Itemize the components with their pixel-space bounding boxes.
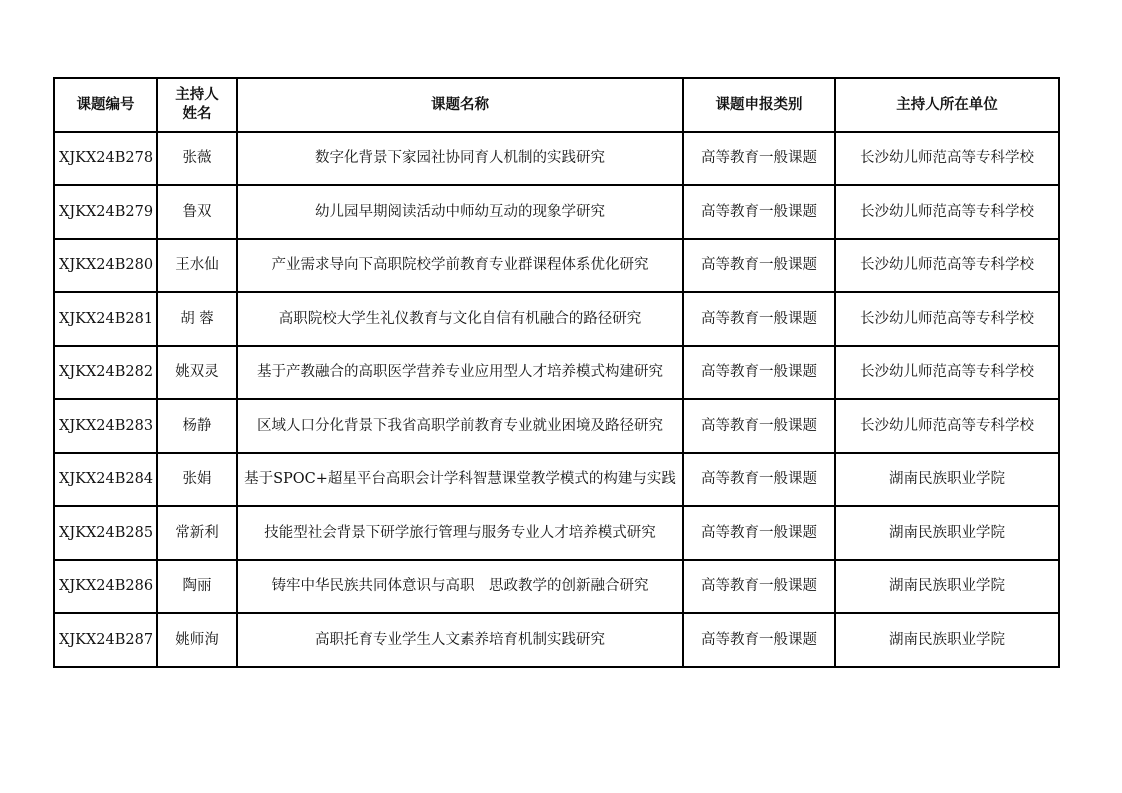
cell-project-title: 高职托育专业学生人文素养培育机制实践研究 <box>237 613 683 667</box>
cell-host-name: 王水仙 <box>157 239 237 293</box>
cell-unit: 长沙幼儿师范高等专科学校 <box>835 399 1059 453</box>
cell-project-code: XJKX24B287 <box>54 613 157 667</box>
cell-host-name: 常新利 <box>157 506 237 560</box>
cell-unit: 湖南民族职业学院 <box>835 506 1059 560</box>
cell-project-code: XJKX24B279 <box>54 185 157 239</box>
cell-host-name: 张薇 <box>157 132 237 186</box>
table-row <box>54 399 1059 453</box>
header-host-label: 主持人 姓名 <box>175 86 219 122</box>
cell-project-code: XJKX24B285 <box>54 506 157 560</box>
cell-category: 高等教育一般课题 <box>683 399 835 453</box>
cell-project-code: XJKX24B284 <box>54 453 157 507</box>
cell-category: 高等教育一般课题 <box>683 453 835 507</box>
header-unit: 主持人所在单位 <box>835 78 1059 132</box>
table-row <box>54 613 1059 667</box>
cell-project-code: XJKX24B278 <box>54 132 157 186</box>
cell-host-name: 胡 蓉 <box>157 292 237 346</box>
header-row <box>54 78 1059 132</box>
cell-host-name: 鲁双 <box>157 185 237 239</box>
cell-unit: 长沙幼儿师范高等专科学校 <box>835 292 1059 346</box>
header-host <box>157 78 237 132</box>
cell-category: 高等教育一般课题 <box>683 560 835 614</box>
cell-project-code: XJKX24B281 <box>54 292 157 346</box>
cell-category: 高等教育一般课题 <box>683 185 835 239</box>
cell-project-title: 高职院校大学生礼仪教育与文化自信有机融合的路径研究 <box>237 292 683 346</box>
table-row <box>54 292 1059 346</box>
cell-unit: 湖南民族职业学院 <box>835 560 1059 614</box>
cell-category: 高等教育一般课题 <box>683 292 835 346</box>
cell-host-name: 姚双灵 <box>157 346 237 400</box>
cell-project-title: 产业需求导向下高职院校学前教育专业群课程体系优化研究 <box>237 239 683 293</box>
cell-project-code: XJKX24B283 <box>54 399 157 453</box>
cell-project-code: XJKX24B286 <box>54 560 157 614</box>
cell-project-code: XJKX24B280 <box>54 239 157 293</box>
cell-unit: 长沙幼儿师范高等专科学校 <box>835 185 1059 239</box>
table-row <box>54 132 1059 186</box>
header-category: 课题申报类别 <box>683 78 835 132</box>
table-row <box>54 185 1059 239</box>
cell-category: 高等教育一般课题 <box>683 239 835 293</box>
cell-project-title: 幼儿园早期阅读活动中师幼互动的现象学研究 <box>237 185 683 239</box>
table-row <box>54 506 1059 560</box>
cell-host-name: 陶丽 <box>157 560 237 614</box>
cell-project-title: 区域人口分化背景下我省高职学前教育专业就业困境及路径研究 <box>237 399 683 453</box>
cell-host-name: 杨静 <box>157 399 237 453</box>
cell-project-code: XJKX24B282 <box>54 346 157 400</box>
cell-project-title: 基于产教融合的高职医学营养专业应用型人才培养模式构建研究 <box>237 346 683 400</box>
table-row <box>54 346 1059 400</box>
cell-category: 高等教育一般课题 <box>683 132 835 186</box>
cell-project-title: 数字化背景下家园社协同育人机制的实践研究 <box>237 132 683 186</box>
table-row <box>54 453 1059 507</box>
table-row <box>54 239 1059 293</box>
cell-unit: 湖南民族职业学院 <box>835 453 1059 507</box>
project-table <box>53 77 1060 668</box>
cell-unit: 湖南民族职业学院 <box>835 613 1059 667</box>
cell-category: 高等教育一般课题 <box>683 506 835 560</box>
cell-project-title: 技能型社会背景下研学旅行管理与服务专业人才培养模式研究 <box>237 506 683 560</box>
cell-category: 高等教育一般课题 <box>683 613 835 667</box>
header-code: 课题编号 <box>54 78 157 132</box>
table-row <box>54 560 1059 614</box>
header-title: 课题名称 <box>237 78 683 132</box>
cell-host-name: 姚师洵 <box>157 613 237 667</box>
cell-unit: 长沙幼儿师范高等专科学校 <box>835 132 1059 186</box>
cell-project-title: 铸牢中华民族共同体意识与高职 思政教学的创新融合研究 <box>237 560 683 614</box>
cell-unit: 长沙幼儿师范高等专科学校 <box>835 239 1059 293</box>
cell-project-title: 基于SPOC+超星平台高职会计学科智慧课堂教学模式的构建与实践 <box>237 453 683 507</box>
cell-host-name: 张娟 <box>157 453 237 507</box>
cell-unit: 长沙幼儿师范高等专科学校 <box>835 346 1059 400</box>
cell-category: 高等教育一般课题 <box>683 346 835 400</box>
